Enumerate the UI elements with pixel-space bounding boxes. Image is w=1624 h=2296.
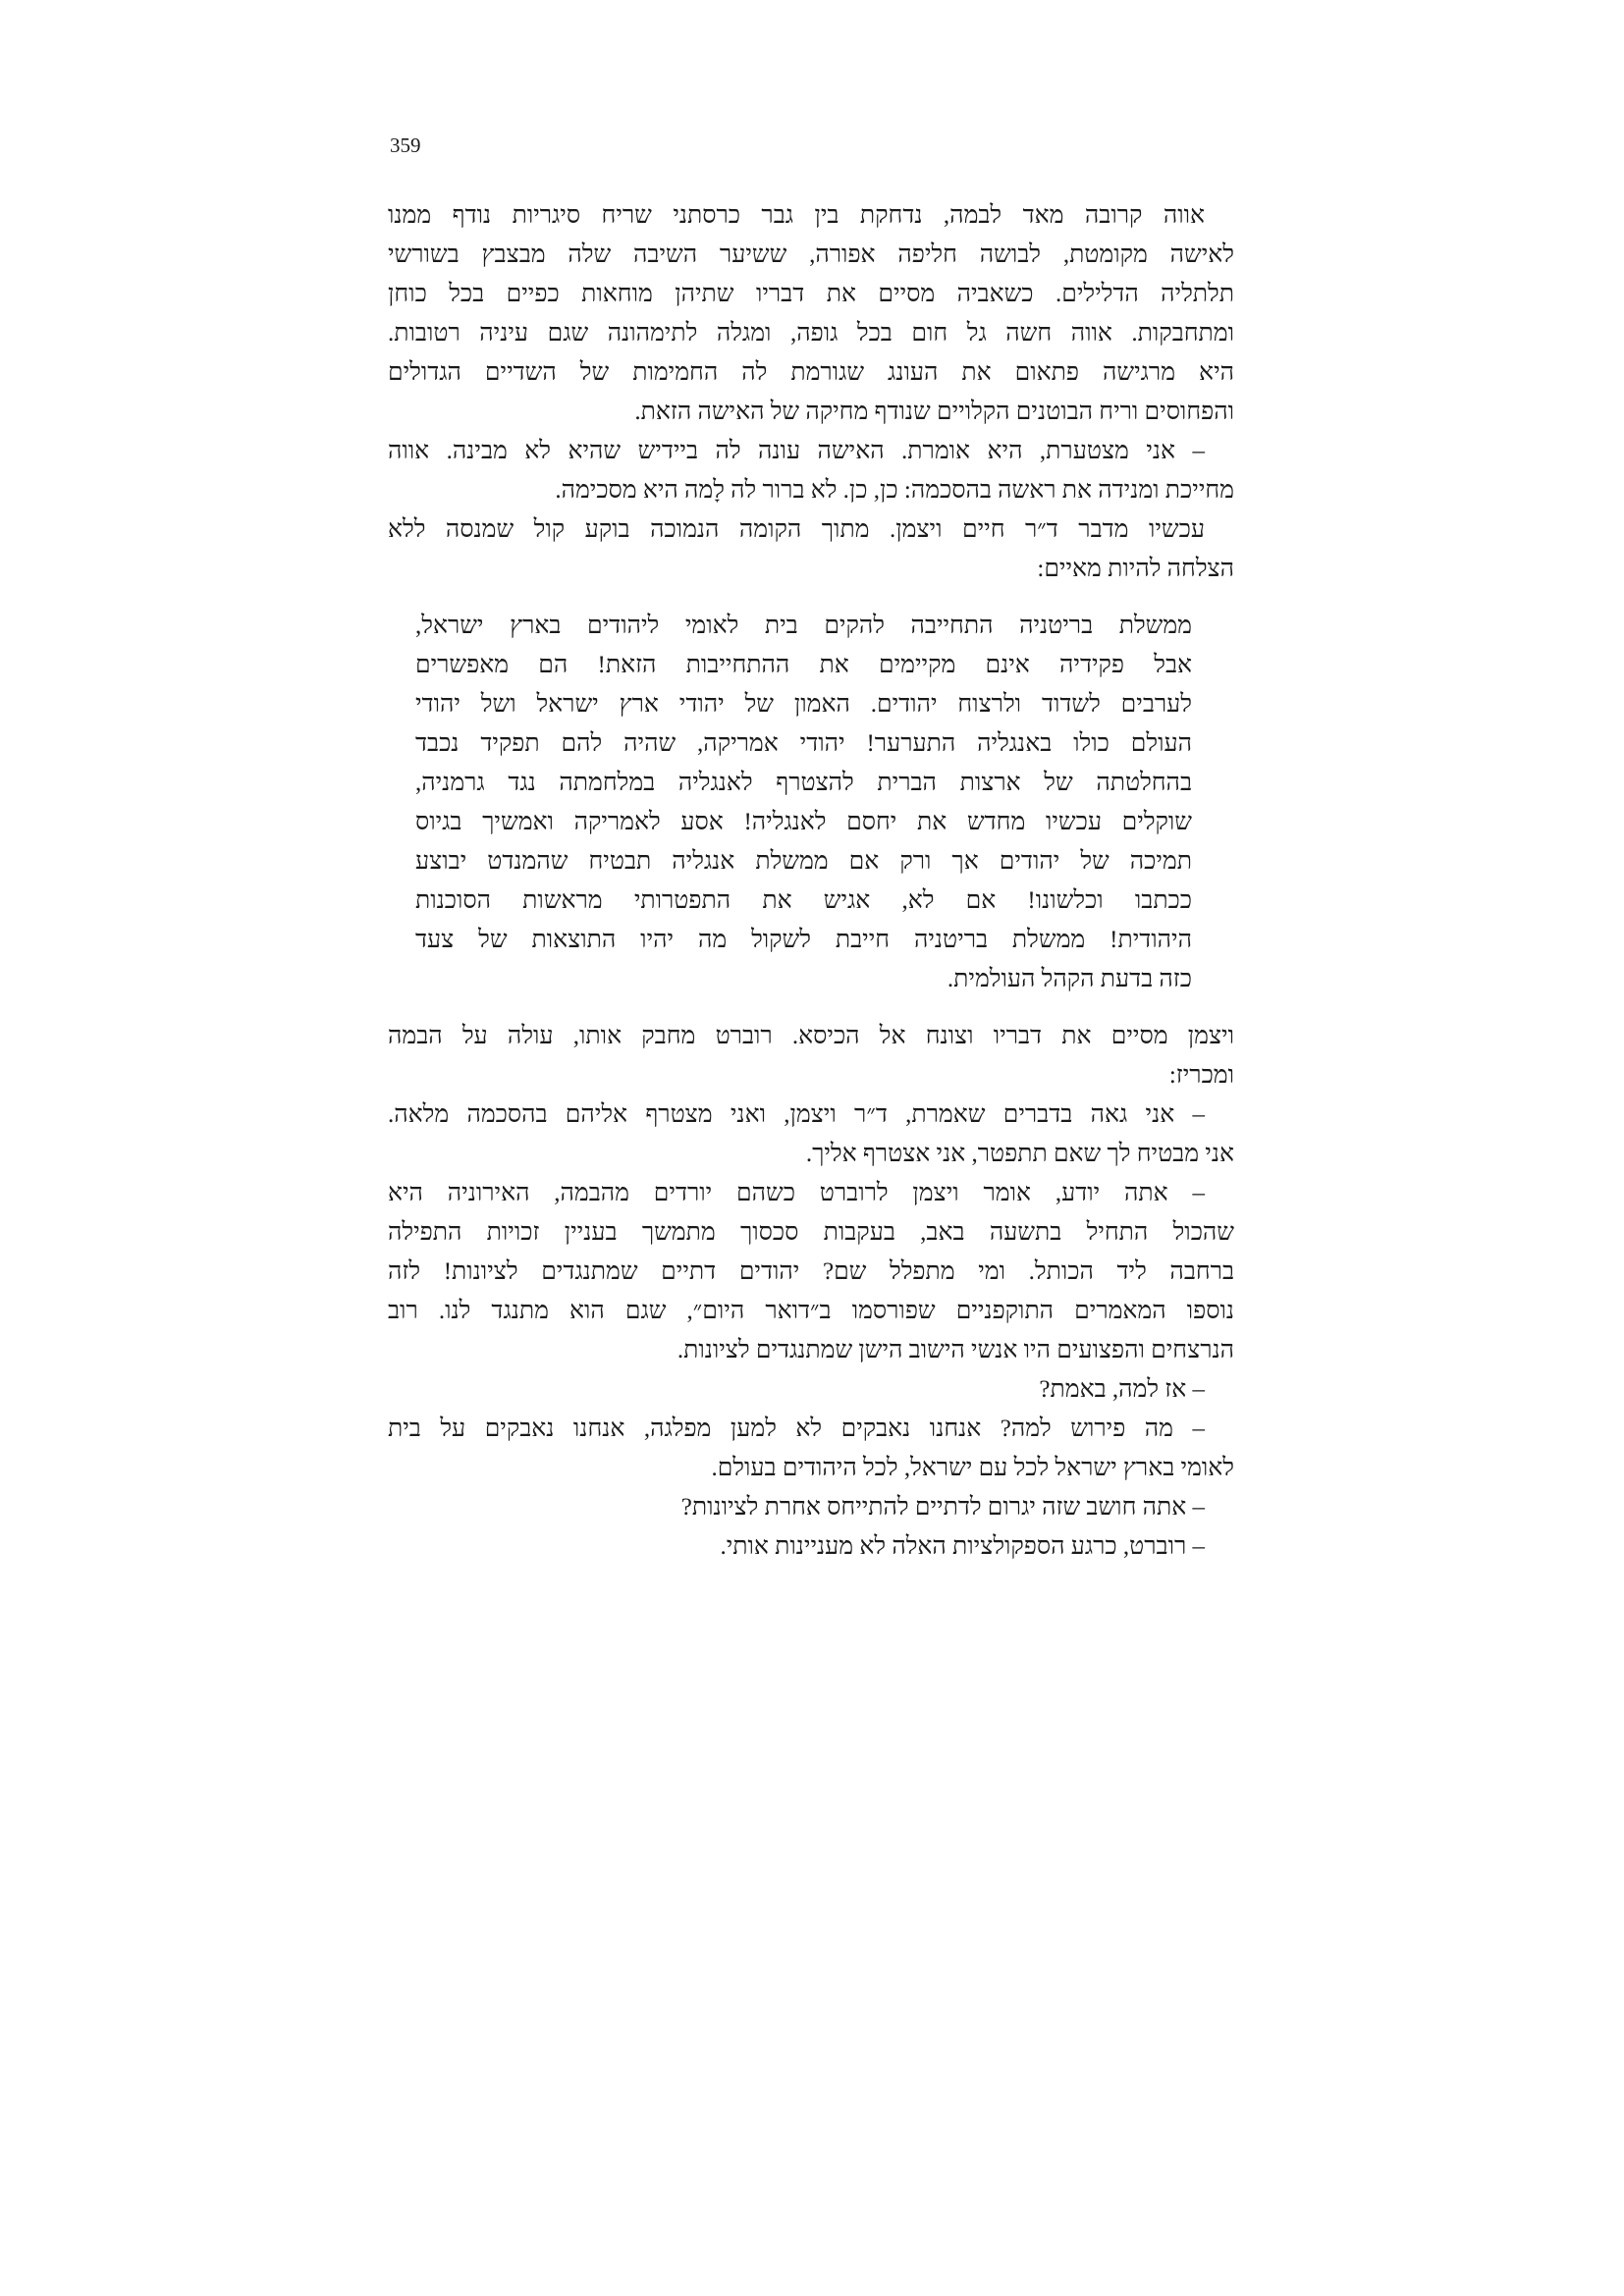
text-line: מחייכת ומנידה את ראשה בהסכמה: כן, כן. לא ברור לה לָמה היא מסכימה.: [555, 477, 1234, 504]
text-line: – אני מצטערת, היא אומרת. האישה עונה לה ביידיש שהיא לא מבינה. אווה: [388, 438, 1205, 464]
quote-line: ככתבו וכלשונו! אם לא, אגיש את התפטרותי מראשות הסוכנות: [415, 887, 1192, 914]
quote-line: היהודית! ממשלת בריטניה חייבת לשקול מה יהיו התוצאות של צעד: [415, 927, 1192, 953]
text-line: – אז למה, באמת?: [1039, 1376, 1205, 1403]
block-quote: [415, 607, 1192, 999]
paragraph: [388, 510, 1234, 589]
dialogue-paragraph: [388, 432, 1234, 510]
text-line: – מה פירוש למה? אנחנו נאבקים לא למען מפלגה, אנחנו נאבקים על בית: [388, 1415, 1205, 1442]
dialogue-paragraph: [388, 1095, 1234, 1174]
page-number: 359: [390, 133, 421, 157]
text-line: ברחבה ליד הכותל. ומי מתפלל שם? יהודים דתיים שמתנגדים לציונות! לזה: [388, 1258, 1234, 1285]
text-line: הצלחה להיות מאיים:: [1037, 556, 1234, 582]
text-line: אני מבטיח לך שאם תתפטר, אני אצטרף אליך.: [805, 1141, 1234, 1167]
dialogue-paragraph: [388, 1370, 1234, 1410]
text-line: לאישה מקומטת, לבושה חליפה אפורה, ששיער השיבה שלה מבצבץ בשורשי: [388, 241, 1234, 268]
text-line: – אני גאה בדברים שאמרת, ד״ר ויצמן, ואני מצטרף אליהם בהסכמה מלאה.: [388, 1101, 1205, 1128]
paragraph: [388, 1017, 1234, 1095]
text-line: והפחוסים וריח הבוטנים הקלויים שנודף מחיקה של האישה הזאת.: [634, 399, 1234, 425]
dialogue-paragraph: [388, 1527, 1234, 1567]
text-line: תלתליה הדלילים. כשאביה מסיים את דבריו שתיהן מוחאות כפיים בכל כוחן: [388, 281, 1234, 307]
quote-line: ממשלת בריטניה התחייבה להקים בית לאומי ליהודים בארץ ישראל,: [415, 613, 1192, 639]
text-line: – אתה יודע, אומר ויצמן לרוברט כשהם יורדים מהבמה, האירוניה היא: [388, 1180, 1205, 1206]
dialogue-paragraph: [388, 1488, 1234, 1527]
quote-line: אבל פקידיה אינם מקיימים את ההתחייבות הזאת! הם מאפשרים: [415, 652, 1192, 678]
dialogue-paragraph: [388, 1174, 1234, 1370]
text-line: ומתחבקות. אווה חשה גל חום בכל גופה, ומגלה לתימהונה שגם עיניה רטובות.: [388, 320, 1234, 347]
text-line: עכשיו מדבר ד״ר חיים ויצמן. מתוך הקומה הנמוכה בוקע קול שמנסה ללא: [388, 516, 1205, 543]
quote-line: העולם כולו באנגליה התערער! יהודי אמריקה, שהיה להם תפקיד נכבד: [415, 730, 1192, 757]
quote-line: בהחלטתה של ארצות הברית להצטרף לאנגליה במלחמתה נגד גרמניה,: [415, 770, 1192, 796]
text-line: ויצמן מסיים את דבריו וצונח אל הכיסא. רוברט מחבק אותו, עולה על הבמה: [388, 1023, 1234, 1049]
text-line: לאומי בארץ ישראל לכל עם ישראל, לכל היהודים בעולם.: [711, 1455, 1234, 1481]
text-line: הנרצחים והפצועים היו אנשי הישוב הישן שמתנגדים לציונות.: [677, 1337, 1234, 1363]
text-line: אווה קרובה מאד לבמה, נדחקת בין גבר כרסתני שריח סיגריות נודף ממנו: [388, 202, 1205, 229]
text-line: היא מרגישה פתאום את העונג שגורמת לה החמימות של השדיים הגדולים: [388, 359, 1234, 386]
dialogue-paragraph: [388, 1410, 1234, 1488]
body-text: [388, 196, 1234, 1567]
paragraph: [388, 196, 1234, 432]
text-line: שהכול התחיל בתשעה באב, בעקבות סכסוך מתמשך בעניין זכויות התפילה: [388, 1219, 1234, 1246]
quote-line: שוקלים עכשיו מחדש את יחסם לאנגליה! אסע לאמריקה ואמשיך בגיוס: [415, 809, 1192, 835]
text-line: – אתה חושב שזה יגרום לדתיים להתייחס אחרת לציונות?: [680, 1494, 1205, 1521]
quote-line: כזה בדעת הקהל העולמית.: [947, 966, 1192, 992]
quote-line: תמיכה של יהודים אך ורק אם ממשלת אנגליה תבטיח שהמנדט יבוצע: [415, 848, 1192, 875]
quote-line: לערבים לשדוד ולרצוח יהודים. האמון של יהודי ארץ ישראל ושל יהודי: [415, 691, 1192, 718]
text-line: – רוברט, כרגע הספקולציות האלה לא מעניינות אותי.: [720, 1533, 1205, 1560]
text-line: ומכריז:: [1168, 1062, 1234, 1089]
text-line: נוספו המאמרים התוקפניים שפורסמו ב״דואר היום״, שגם הוא מתנגד לנו. רוב: [388, 1298, 1234, 1324]
